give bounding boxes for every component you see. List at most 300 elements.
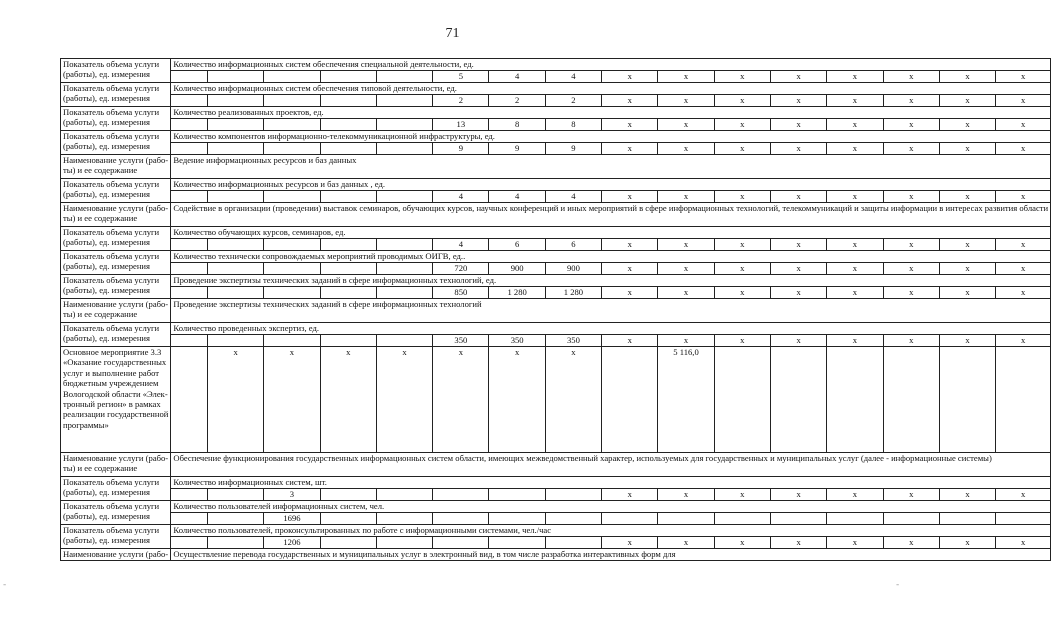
value-cell: 900 [489,263,545,275]
value-cell [939,513,995,525]
value-cell [171,95,208,107]
value-cell: х [939,489,995,501]
value-cell: 900 [545,263,601,275]
value-cell: х [714,263,770,275]
value-cell: х [320,347,376,453]
value-cell [264,143,320,155]
value-cell: х [883,335,939,347]
row-title: Проведение экспертизы технических заданий в сфере информационных технологий, ед. [171,275,1051,287]
value-cell: х [602,489,658,501]
value-cell: х [770,239,826,251]
indicator-values-row [61,287,1051,299]
value-cell: 4 [433,239,489,251]
value-cell: х [602,335,658,347]
value-cell [171,513,208,525]
value-cell: х [770,71,826,83]
service-name-row [61,299,1051,323]
row-title: Количество обучающих курсов, семинаров, ед. [171,227,1051,239]
value-cell: х [996,537,1051,549]
value-cell: х [714,489,770,501]
value-cell [433,537,489,549]
value-cell: х [489,347,545,453]
value-cell: х [770,119,826,131]
row-label-line: ты) и ее содержание [63,463,138,474]
indicator-row [61,107,1051,119]
value-cell [714,347,770,453]
service-name-row [61,549,1051,561]
row-label-line: (работы), ед. измерения [63,487,150,498]
indicator-row [61,227,1051,239]
row-label [61,59,171,83]
value-cell: х [996,119,1051,131]
value-cell: х [883,489,939,501]
value-cell: х [996,489,1051,501]
value-cell: х [658,537,714,549]
value-cell: х [939,71,995,83]
value-cell: 1696 [264,513,320,525]
value-cell [545,513,601,525]
row-label [61,203,171,227]
value-cell: х [996,191,1051,203]
value-cell: х [883,239,939,251]
value-cell: х [658,239,714,251]
value-cell: х [827,119,883,131]
value-cell [171,263,208,275]
value-cell: х [658,119,714,131]
value-cell [883,347,939,453]
value-cell: х [264,347,320,453]
edge-mark-left: - [3,580,7,590]
value-cell: 4 [489,71,545,83]
value-cell: 4 [489,191,545,203]
value-cell: 8 [489,119,545,131]
value-cell [376,191,432,203]
value-cell: х [827,95,883,107]
value-cell: х [939,335,995,347]
row-label-line: (работы), ед. измерения [63,285,150,296]
row-label-line: Показатель объема услуги [63,501,160,511]
value-cell: 5 116,0 [658,347,714,453]
value-cell [320,287,376,299]
value-cell [320,489,376,501]
indicator-values-row [61,489,1051,501]
value-cell [208,71,264,83]
value-cell: х [996,239,1051,251]
value-cell [996,513,1051,525]
row-title: Обеспечение функционирования государственных информационных систем области, имеющих межведомственный характер, используемых для государственных и муниципальных услуг (далее - информационные системы) [171,453,1051,477]
row-label [61,453,171,477]
value-cell [208,191,264,203]
value-cell: 2 [489,95,545,107]
row-title: Ведение информационных ресурсов и баз данных [171,155,1051,179]
row-title: Количество реализованных проектов, ед. [171,107,1051,119]
row-label-line: Показатель объема услуги [63,227,160,237]
row-label-line: Вологодской области «Элек- [63,388,168,399]
value-cell [208,513,264,525]
row-label-line: Показатель объема услуги [63,251,160,261]
value-cell [171,489,208,501]
program-table [60,58,1051,561]
program-table-body [61,59,1051,561]
value-cell: х [883,537,939,549]
value-cell: х [770,143,826,155]
value-cell: 5 [433,71,489,83]
row-label-line: (работы), ед. измерения [63,535,150,546]
value-cell: 4 [545,71,601,83]
row-label [61,525,171,549]
indicator-row [61,59,1051,71]
value-cell: х [939,119,995,131]
row-label-line: (работы), ед. измерения [63,333,150,344]
row-title: Количество технически сопровождаемых мероприятий проводимых ОИГВ, ед.. [171,251,1051,263]
value-cell: х [714,71,770,83]
value-cell: 2 [545,95,601,107]
value-cell: х [996,143,1051,155]
value-cell: х [770,537,826,549]
value-cell: х [714,335,770,347]
indicator-row [61,501,1051,513]
value-cell: 8 [545,119,601,131]
value-cell [320,119,376,131]
row-label-line: (работы), ед. измерения [63,69,150,80]
value-cell: х [996,335,1051,347]
value-cell: х [939,239,995,251]
indicator-values-row [61,191,1051,203]
value-cell: 350 [545,335,601,347]
value-cell [376,95,432,107]
value-cell: х [770,489,826,501]
row-label [61,549,171,561]
value-cell [264,239,320,251]
indicator-values-row [61,537,1051,549]
row-title: Количество информационных систем обеспечения специальной деятельности, ед. [171,59,1051,71]
value-cell [208,143,264,155]
row-label-line: ты) и ее содержание [63,213,138,224]
value-cell: х [939,537,995,549]
value-cell [208,119,264,131]
value-cell: 2 [433,95,489,107]
value-cell [320,71,376,83]
value-cell [171,335,208,347]
row-label-line: Показатель объема услуги [63,179,160,189]
value-cell: х [658,263,714,275]
value-cell: х [883,143,939,155]
indicator-values-row [61,71,1051,83]
row-label [61,347,171,453]
value-cell [264,71,320,83]
value-cell: х [996,263,1051,275]
edge-mark-right: - [896,580,900,590]
value-cell [320,335,376,347]
row-label-line: Показатель объема услуги [63,107,160,117]
row-label-line: Показатель объема услуги [63,131,160,141]
value-cell [171,239,208,251]
value-cell: х [602,263,658,275]
row-label-line: (работы), ед. измерения [63,189,150,200]
value-cell [208,263,264,275]
value-cell: х [996,95,1051,107]
row-label [61,131,171,155]
row-label-line: (работы), ед. измерения [63,237,150,248]
row-title: Количество пользователей информационных систем, чел. [171,501,1051,513]
value-cell: х [602,287,658,299]
value-cell: х [714,191,770,203]
indicator-row [61,131,1051,143]
value-cell [376,263,432,275]
value-cell [376,143,432,155]
row-label-line: Основное мероприятие 3.3 [63,347,162,357]
row-title: Осуществление перевода государственных и муниципальных услуг в электронный вид, в том числе разработка интерактивных форм для [171,549,1051,561]
indicator-row [61,251,1051,263]
row-label-line: Показатель объема услуги [63,477,160,487]
value-cell [545,489,601,501]
value-cell [376,537,432,549]
service-name-row [61,453,1051,477]
value-cell [208,287,264,299]
row-label [61,251,171,275]
row-label [61,107,171,131]
value-cell: х [602,143,658,155]
value-cell [376,513,432,525]
value-cell: х [827,537,883,549]
row-label-line: ты) и ее содержание [63,309,138,320]
value-cell: х [996,71,1051,83]
value-cell [208,95,264,107]
value-cell [602,513,658,525]
value-cell: х [658,335,714,347]
value-cell [376,335,432,347]
row-label-line: Наименование услуги (рабо- [63,299,169,309]
value-cell: х [545,347,601,453]
value-cell [171,287,208,299]
value-cell [827,513,883,525]
indicator-values-row [61,263,1051,275]
indicator-row [61,525,1051,537]
value-cell: х [827,143,883,155]
value-cell: 6 [545,239,601,251]
row-label [61,179,171,203]
value-cell: 720 [433,263,489,275]
value-cell [376,489,432,501]
value-cell: 9 [545,143,601,155]
value-cell [433,513,489,525]
value-cell: х [827,239,883,251]
row-label-line: Наименование услуги (рабо- [63,549,169,559]
row-title: Количество пользователей, проконсультированных по работе с информационными системами, чел./час [171,525,1051,537]
row-label-line: Показатель объема услуги [63,59,160,69]
value-cell: 850 [433,287,489,299]
value-cell [770,513,826,525]
main-event-row [61,347,1051,453]
row-label-line: Показатель объема услуги [63,525,160,535]
indicator-values-row [61,95,1051,107]
value-cell: х [658,95,714,107]
value-cell: х [883,119,939,131]
value-cell: х [658,287,714,299]
value-cell: х [602,239,658,251]
value-cell: х [714,239,770,251]
value-cell [489,489,545,501]
value-cell [714,513,770,525]
value-cell: х [658,489,714,501]
service-name-row [61,155,1051,179]
value-cell: 4 [433,191,489,203]
value-cell [939,347,995,453]
value-cell [602,347,658,453]
row-label-line: бюджетным учреждением [63,378,159,389]
value-cell: 350 [433,335,489,347]
value-cell [376,287,432,299]
service-name-row [61,203,1051,227]
value-cell [827,347,883,453]
value-cell [320,263,376,275]
indicator-values-row [61,335,1051,347]
value-cell [264,95,320,107]
value-cell [208,239,264,251]
row-title: Количество информационных ресурсов и баз данных , ед. [171,179,1051,191]
value-cell: х [714,119,770,131]
page-number: 71 [445,26,460,41]
value-cell [320,143,376,155]
value-cell: х [883,287,939,299]
value-cell: х [996,287,1051,299]
row-label [61,501,171,525]
value-cell: 1 280 [545,287,601,299]
value-cell: х [433,347,489,453]
row-label [61,275,171,299]
row-label-line: Показатель объема услуги [63,83,160,93]
value-cell: 3 [264,489,320,501]
value-cell: 13 [433,119,489,131]
value-cell [376,119,432,131]
value-cell [770,347,826,453]
row-label [61,227,171,251]
indicator-row [61,275,1051,287]
value-cell: х [602,95,658,107]
value-cell: х [939,287,995,299]
value-cell: 9 [489,143,545,155]
row-label-line: услуг и выполнение работ [63,367,160,378]
value-cell: х [658,191,714,203]
indicator-row [61,179,1051,191]
value-cell [320,239,376,251]
row-label [61,323,171,347]
value-cell: х [770,263,826,275]
value-cell [996,347,1051,453]
value-cell: х [883,71,939,83]
value-cell: х [770,191,826,203]
value-cell [171,71,208,83]
value-cell [883,513,939,525]
indicator-values-row [61,143,1051,155]
value-cell [171,119,208,131]
value-cell: х [602,119,658,131]
value-cell: х [883,263,939,275]
value-cell: 1 280 [489,287,545,299]
value-cell: х [770,95,826,107]
value-cell [658,513,714,525]
row-label-line: Показатель объема услуги [63,275,160,285]
value-cell: 350 [489,335,545,347]
row-title: Содействие в организации (проведении) выставок семинаров, обучающих курсов, научных конференций и иных мероприятий в сфере информационных технологий, телекоммуникаций и защиты информации в интересах развития области [171,203,1051,227]
value-cell [208,489,264,501]
value-cell [376,239,432,251]
value-cell: х [376,347,432,453]
row-label-line: тронный регион» в рамках [63,399,161,410]
value-cell: х [939,95,995,107]
value-cell [171,143,208,155]
row-label [61,477,171,501]
row-label-line: (работы), ед. измерения [63,261,150,272]
value-cell [545,537,601,549]
value-cell: 6 [489,239,545,251]
row-title: Количество информационных систем обеспечения типовой деятельности, ед. [171,83,1051,95]
row-label [61,299,171,323]
value-cell [489,537,545,549]
value-cell [264,335,320,347]
row-label-line: (работы), ед. измерения [63,511,150,522]
value-cell [264,287,320,299]
value-cell: 1206 [264,537,320,549]
value-cell [264,191,320,203]
indicator-row [61,83,1051,95]
value-cell: х [939,191,995,203]
value-cell [320,191,376,203]
value-cell [171,191,208,203]
value-cell: х [714,537,770,549]
value-cell: х [827,71,883,83]
value-cell: х [883,191,939,203]
indicator-values-row [61,119,1051,131]
row-label [61,83,171,107]
value-cell: 9 [433,143,489,155]
row-title: Количество информационных систем, шт. [171,477,1051,489]
value-cell [171,347,208,453]
row-label-line: «Оказание государственных [63,357,167,368]
value-cell: х [827,287,883,299]
value-cell: х [770,287,826,299]
value-cell: х [827,191,883,203]
indicator-values-row [61,513,1051,525]
value-cell: х [208,347,264,453]
value-cell: х [658,71,714,83]
indicator-row [61,323,1051,335]
row-label-line: (работы), ед. измерения [63,117,150,128]
value-cell [320,537,376,549]
value-cell: х [939,263,995,275]
row-label-line: Наименование услуги (рабо- [63,453,169,463]
value-cell: х [770,335,826,347]
value-cell: х [939,143,995,155]
indicator-row [61,477,1051,489]
value-cell [208,335,264,347]
value-cell: х [602,537,658,549]
row-label-line: ты) и ее содержание [63,165,138,176]
row-label-line: Показатель объема услуги [63,323,160,333]
row-label-line: (работы), ед. измерения [63,93,150,104]
value-cell: х [658,143,714,155]
value-cell: х [883,95,939,107]
value-cell: х [714,287,770,299]
value-cell [320,513,376,525]
value-cell [320,95,376,107]
row-title: Количество проведенных экспертиз, ед. [171,323,1051,335]
value-cell: х [602,71,658,83]
value-cell: х [714,143,770,155]
value-cell [208,537,264,549]
value-cell: х [602,191,658,203]
value-cell [171,537,208,549]
